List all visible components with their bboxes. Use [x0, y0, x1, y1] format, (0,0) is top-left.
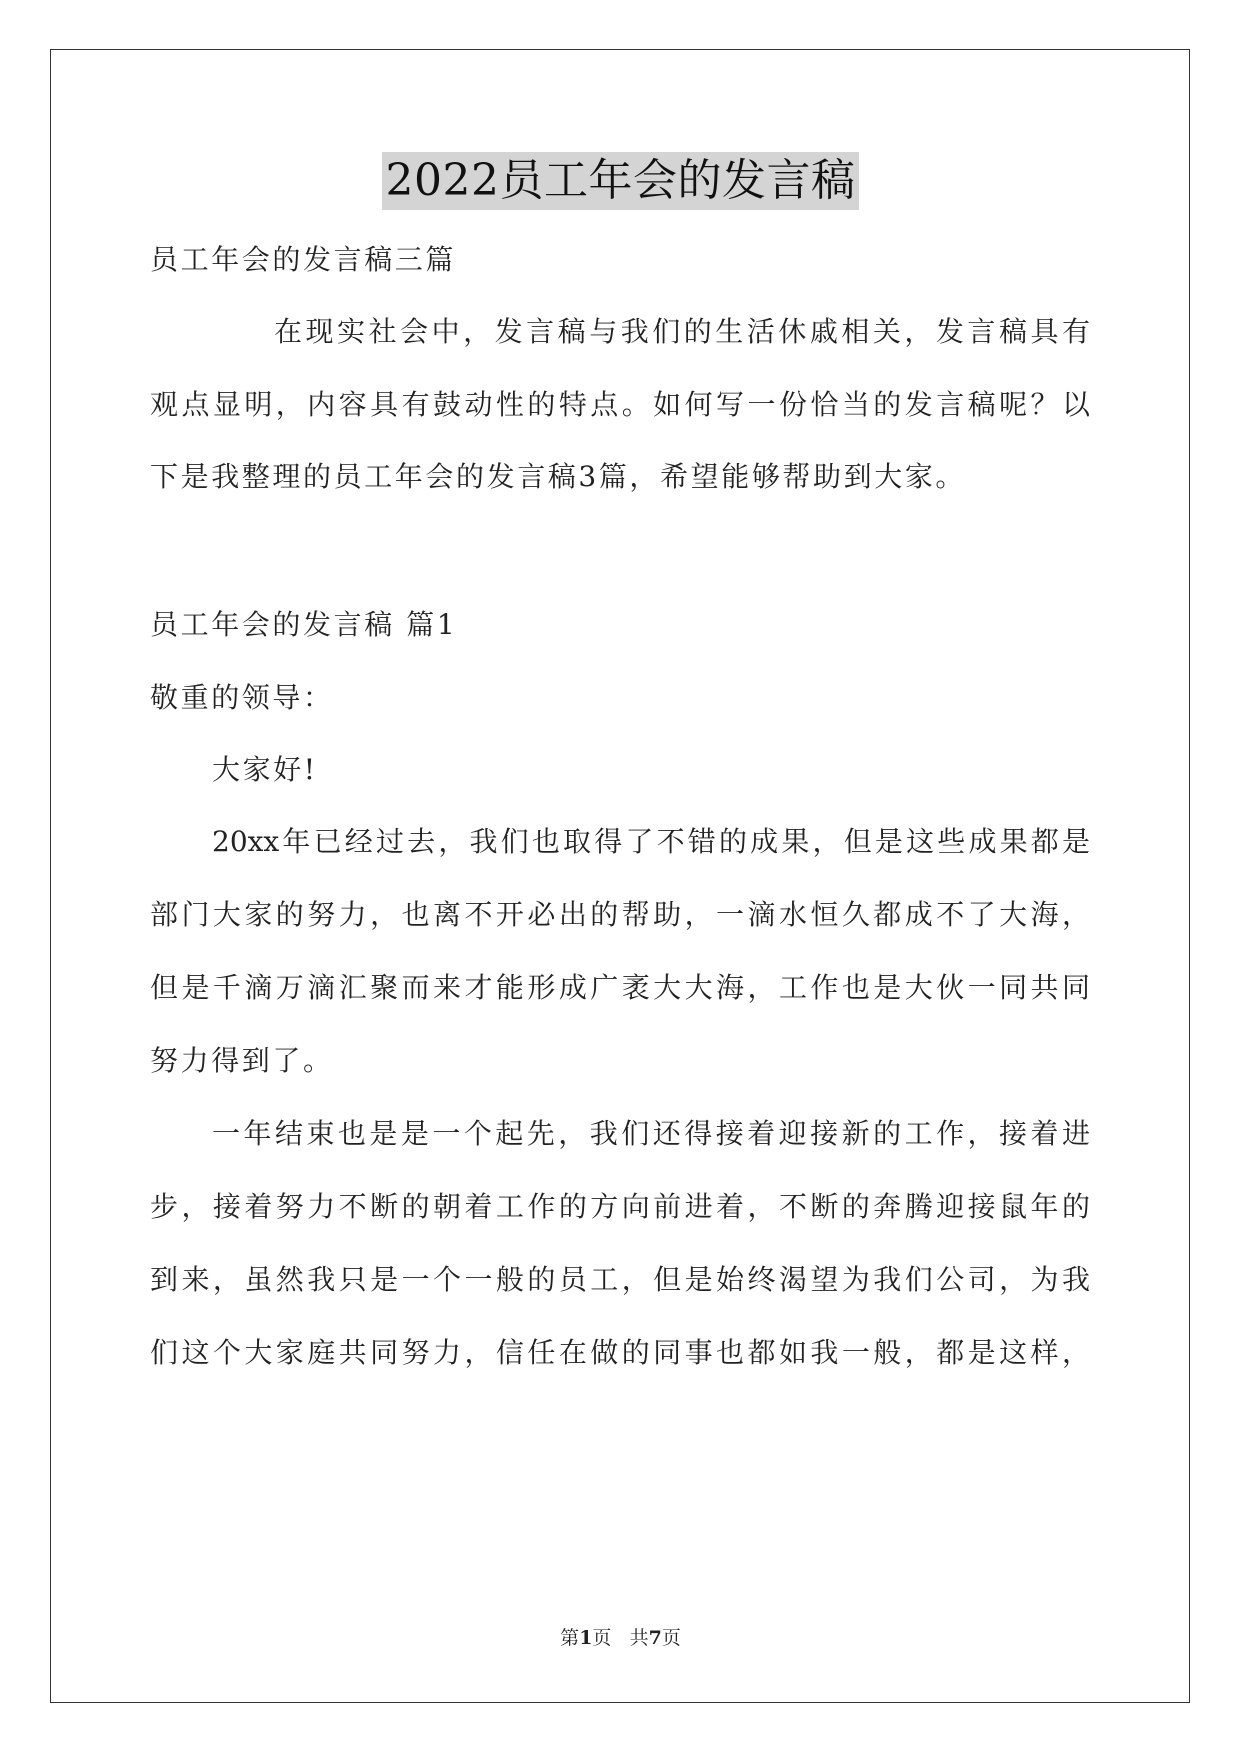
paragraph2-line-4: 们这个大家庭共同努力，信任在做的同事也都如我一般，都是这样，	[150, 1336, 1090, 1369]
paragraph1-line-2: 部门大家的努力，也离不开必出的帮助，一滴水恒久都成不了大海，	[150, 898, 1090, 931]
paragraph1-line-1: 20xx年已经过去，我们也取得了不错的成果，但是这些成果都是	[212, 825, 1090, 858]
greeting: 大家好!	[212, 753, 318, 786]
paragraph2-line-2: 步，接着努力不断的朝着工作的方向前进着，不断的奔腾迎接鼠年的	[150, 1190, 1090, 1223]
title-container	[0, 152, 1241, 210]
page-border	[50, 49, 1190, 1703]
footer-page-prefix: 第	[560, 1627, 580, 1649]
document-title: 2022员工年会的发言稿	[382, 152, 860, 210]
footer-total-suffix: 页	[661, 1627, 681, 1649]
intro-line-1: 在现实社会中，发言稿与我们的生活休戚相关，发言稿具有	[274, 315, 1090, 348]
page-footer	[0, 1625, 1241, 1651]
paragraph2-line-1: 一年结束也是是一个起先，我们还得接着迎接新的工作，接着进	[212, 1117, 1090, 1150]
footer-page-suffix: 页	[592, 1627, 612, 1649]
section-heading: 员工年会的发言稿 篇1	[150, 608, 458, 641]
paragraph2-line-3: 到来，虽然我只是一个一般的员工，但是始终渴望为我们公司，为我	[150, 1263, 1090, 1296]
intro-line-3: 下是我整理的员工年会的发言稿3篇，希望能够帮助到大家。	[150, 460, 967, 493]
paragraph1-line-3: 但是千滴万滴汇聚而来才能形成广袤大大海，工作也是大伙一同共同	[150, 971, 1090, 1004]
intro-line-2: 观点显明，内容具有鼓动性的特点。如何写一份恰当的发言稿呢？以	[150, 388, 1090, 421]
footer-total-prefix: 共	[629, 1627, 649, 1649]
paragraph1-line-4: 努力得到了。	[150, 1044, 334, 1077]
footer-page-current: 1	[579, 1627, 593, 1649]
footer-page-total: 7	[648, 1627, 662, 1649]
document-subtitle: 员工年会的发言稿三篇	[150, 243, 457, 276]
salutation: 敬重的领导：	[150, 681, 334, 714]
